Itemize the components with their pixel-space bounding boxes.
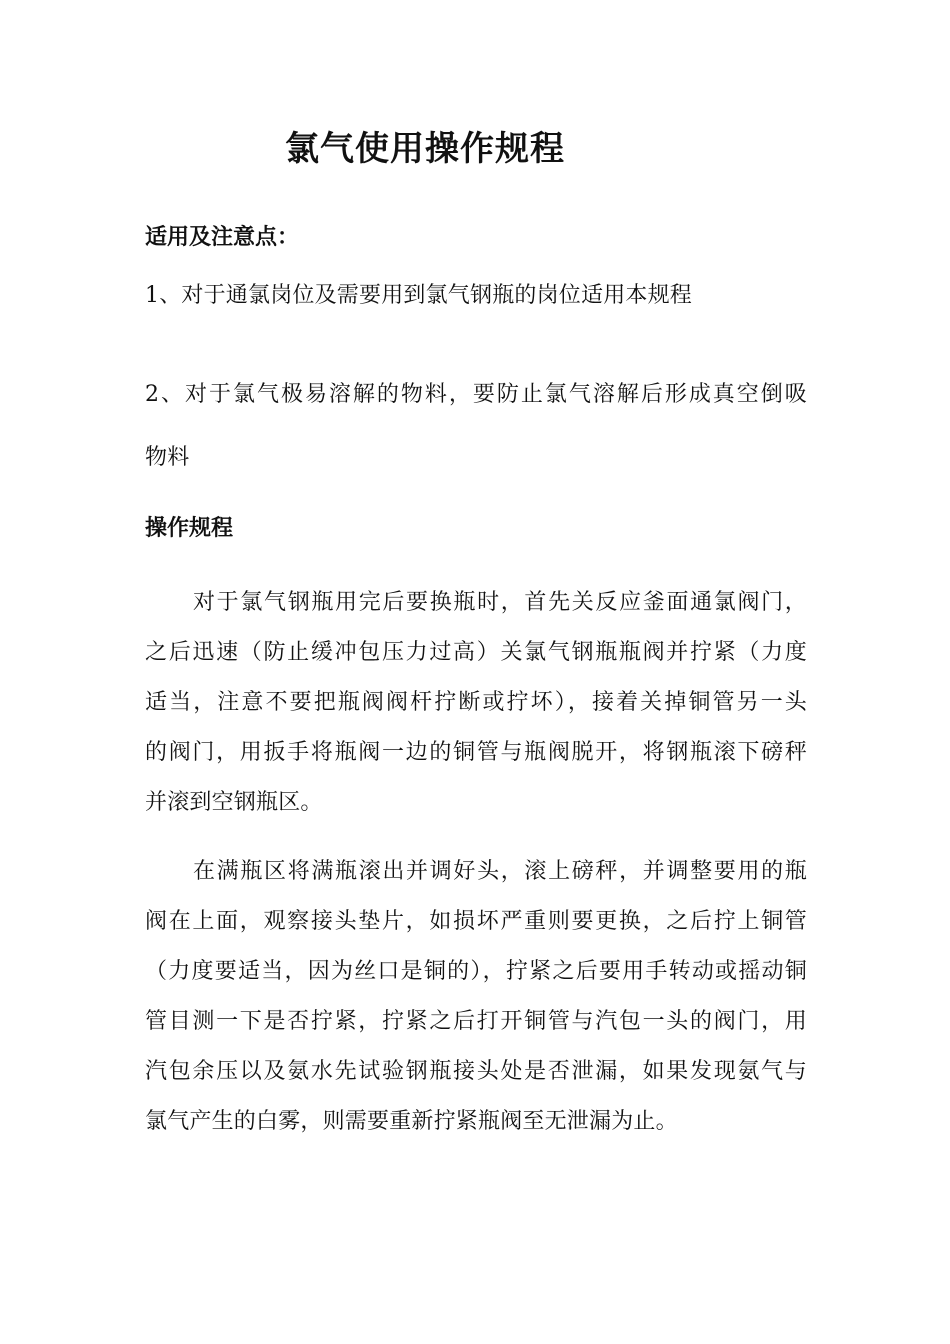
procedure-p2-line-2: 阀在上面，观察接头垫片，如损坏严重则要更换，之后拧上铜管 [145, 909, 807, 934]
section-heading-scope: 适用及注意点： [145, 225, 300, 250]
procedure-p2-line-5: 汽包余压以及氨水先试验钢瓶接头处是否泄漏，如果发现氨气与 [145, 1059, 807, 1084]
scope-item-2-line-1: 2、对于氯气极易溶解的物料，要防止氯气溶解后形成真空倒吸 [145, 382, 807, 407]
procedure-p2-line-3: （力度要适当，因为丝口是铜的），拧紧之后要用手转动或摇动铜 [145, 959, 807, 984]
procedure-p2-line-1: 在满瓶区将满瓶滚出并调好头，滚上磅秤，并调整要用的瓶 [193, 859, 807, 884]
document-title: 氯气使用操作规程 [285, 129, 565, 169]
procedure-p1-line-3: 适当，注意不要把瓶阀阀杆拧断或拧坏），接着关掉铜管另一头 [145, 690, 807, 715]
procedure-p1-line-1: 对于氯气钢瓶用完后要换瓶时，首先关反应釜面通氯阀门， [193, 590, 807, 615]
procedure-p1-line-2: 之后迅速（防止缓冲包压力过高）关氯气钢瓶瓶阀并拧紧（力度 [145, 640, 807, 665]
scope-item-2-line-2: 物料 [145, 445, 190, 470]
procedure-p2-line-6: 氯气产生的白雾，则需要重新拧紧瓶阀至无泄漏为止。 [145, 1109, 678, 1134]
procedure-p1-line-4: 的阀门，用扳手将瓶阀一边的铜管与瓶阀脱开，将钢瓶滚下磅秤 [145, 740, 807, 765]
procedure-p2-line-4: 管目测一下是否拧紧，拧紧之后打开铜管与汽包一头的阀门，用 [145, 1009, 807, 1034]
scope-item-1: 1、对于通氯岗位及需要用到氯气钢瓶的岗位适用本规程 [145, 283, 692, 308]
procedure-p1-line-5: 并滚到空钢瓶区。 [145, 790, 323, 815]
section-heading-procedure: 操作规程 [145, 516, 234, 541]
